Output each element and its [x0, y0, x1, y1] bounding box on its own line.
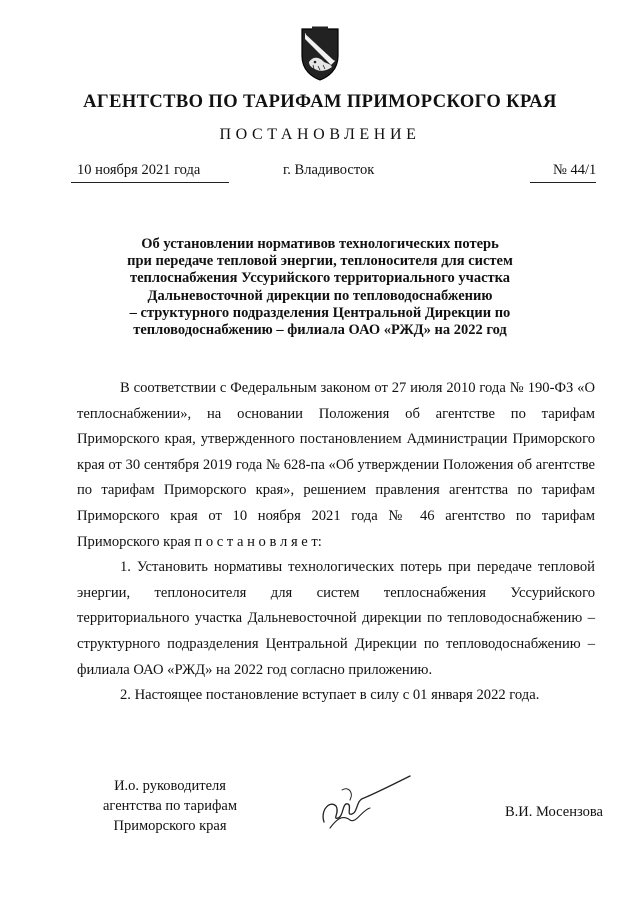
handwritten-signature — [312, 770, 422, 834]
signatory-position-line: Приморского края — [113, 818, 227, 834]
signatory-position-line: И.о. руководителя — [114, 778, 226, 794]
agency-name: АГЕНТСТВО ПО ТАРИФАМ ПРИМОРСКОГО КРАЯ — [83, 92, 557, 112]
document-body — [77, 376, 595, 709]
title-line: при передаче тепловой энергии, теплоносителя для систем — [127, 253, 513, 270]
title-line: Дальневосточной дирекции по тепловодоснабжению — [147, 287, 493, 304]
document-type: ПОСТАНОВЛЕНИЕ — [219, 126, 421, 143]
preamble-paragraph: В соответствии с Федеральным законом от 27 июля 2010 года № 190-ФЗ «О теплоснабжении», на основании Положения об агентстве по тарифам Приморского края, утвержденного постановлением Администрации Приморского края от 30 сентября 2019 года № 628-па «Об утверждении Положения об агентстве по тарифам Приморского края», решением правления агентства по тарифам Приморского края от 10 ноября 2021 года № 46 агентство по тарифам Приморского края п о с т а н о в л я е т: — [77, 380, 595, 550]
number-underline — [530, 182, 596, 183]
title-line: Об установлении нормативов технологических потерь — [141, 236, 499, 252]
signatory-position — [60, 776, 280, 836]
coat-of-arms-icon — [296, 26, 344, 82]
item-2-paragraph: 2. Настоящее постановление вступает в силу с 01 января 2022 года. — [120, 687, 540, 704]
title-line: теплоснабжения Уссурийского территориального участка — [129, 270, 511, 287]
signatory-position-line: агентства по тарифам — [103, 798, 237, 814]
title-line: – структурного подразделения Центральной Дирекции по — [129, 304, 511, 321]
title-line: тепловодоснабжению – филиала ОАО «РЖД» на 2022 год — [133, 322, 507, 339]
document-city: г. Владивосток — [283, 162, 375, 178]
signatory-name: В.И. Мосензова — [505, 804, 603, 820]
date-underline — [71, 182, 229, 183]
document-title — [60, 236, 580, 339]
item-1-paragraph: 1. Установить нормативы технологических потерь при передаче тепловой энергии, теплоносителя для систем теплоснабжения Уссурийского территориального участка Дальневосточной дирекции по тепловодоснабжению – структурного подразделения Центральной Дирекции по тепловодоснабжению – филиала ОАО «РЖД» на 2022 год согласно приложению. — [77, 559, 595, 678]
document-date: 10 ноября 2021 года — [77, 162, 201, 178]
document-number: № 44/1 — [553, 162, 597, 178]
